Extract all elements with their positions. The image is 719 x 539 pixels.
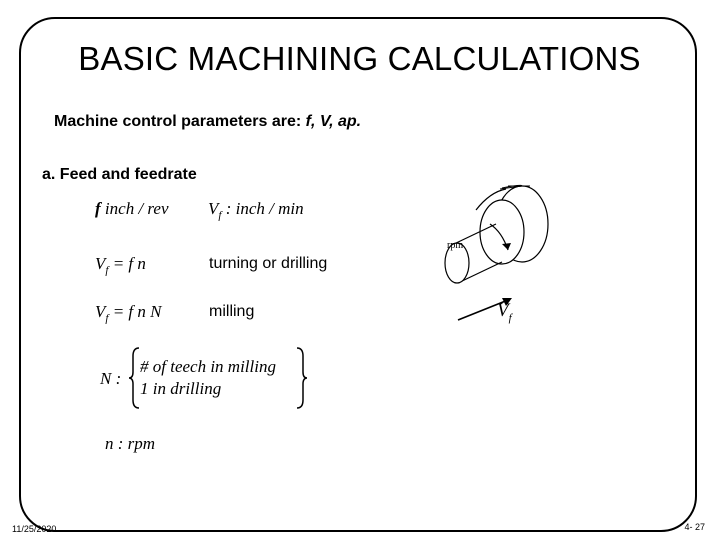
- milling-formula: [95, 302, 162, 324]
- feed-symbol: f: [95, 199, 101, 218]
- turning-formula: [95, 254, 146, 276]
- milling-rhs: = f n N: [108, 302, 162, 321]
- subtitle-params: f, V, ap.: [305, 113, 362, 130]
- page-number: 4- 27: [684, 522, 705, 532]
- rpm-definition: n : rpm: [105, 434, 156, 453]
- turning-sub: f: [105, 264, 109, 277]
- left-brace: [128, 346, 140, 410]
- shoulder-face: [480, 200, 524, 264]
- rpm-label: rpm: [447, 240, 464, 251]
- feedrate-unit: : inch / min: [221, 199, 304, 218]
- subtitle: [54, 113, 361, 131]
- turning-rhs: = f n: [108, 254, 146, 273]
- feed-unit: inch / rev: [100, 199, 169, 218]
- feedrate-symbol: V: [208, 199, 219, 218]
- milling-v: V: [95, 302, 106, 321]
- vf-label-sub: f: [508, 311, 512, 324]
- feedrate-unit-formula: [208, 199, 304, 221]
- n-count-label: N :: [100, 369, 122, 388]
- turning-v: V: [95, 254, 106, 273]
- section-heading: a. Feed and feedrate: [42, 166, 197, 183]
- milling-sub: f: [105, 312, 109, 325]
- right-brace: [296, 346, 308, 410]
- slide-title: BASIC MACHINING CALCULATIONS: [78, 40, 641, 77]
- vf-label-v: V: [497, 300, 509, 321]
- milling-label: milling: [209, 303, 255, 320]
- feedrate-sub: f: [218, 209, 222, 222]
- n-case-milling: # of teech in milling: [140, 357, 276, 376]
- vf-label: [497, 300, 512, 324]
- slide-date: 11/25/2020: [12, 524, 57, 534]
- subtitle-lead: Machine control parameters are:: [54, 113, 306, 130]
- feed-unit-formula: [95, 199, 169, 219]
- turning-label: turning or drilling: [209, 255, 328, 272]
- n-case-drilling: 1 in drilling: [140, 379, 222, 398]
